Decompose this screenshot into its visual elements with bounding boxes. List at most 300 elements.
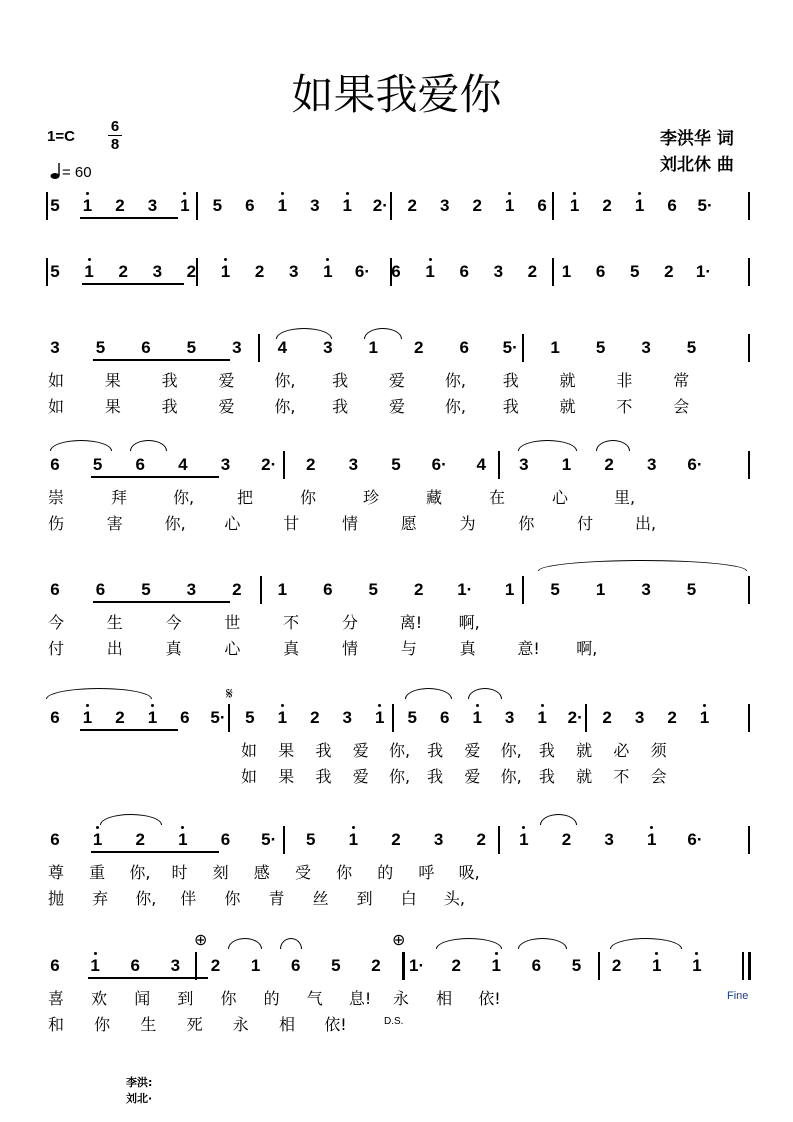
note: 5: [571, 956, 582, 975]
lyric-char: 真: [459, 639, 476, 658]
lyric-char: 不: [613, 767, 630, 786]
lyric-char: 你: [220, 989, 237, 1008]
lyric-char: 就: [576, 767, 593, 786]
high-octave-dot: [352, 826, 355, 829]
note: 1: [561, 262, 572, 281]
lyric-char: 你,: [135, 889, 157, 908]
note: 6: [141, 338, 151, 357]
note: 5: [92, 455, 103, 474]
lyric-char: 你,: [274, 397, 296, 416]
slur: [130, 440, 167, 451]
bar-line: [260, 576, 262, 604]
lyric-char: 你: [336, 863, 353, 882]
bar-line: [283, 451, 285, 479]
lyric-char: 生: [140, 1015, 157, 1034]
note: 2: [135, 830, 145, 849]
beam: [80, 217, 177, 219]
bar-line: [390, 192, 392, 220]
lyric-char: 今: [47, 613, 64, 632]
bar-line: [598, 952, 600, 980]
high-octave-dot: [703, 704, 706, 707]
note: 6·: [431, 455, 447, 474]
note: 5: [391, 455, 401, 474]
note: 5: [95, 338, 106, 357]
note: 1: [550, 338, 560, 357]
note: 2: [115, 196, 125, 215]
note: 2·: [261, 455, 277, 474]
note: 2: [527, 262, 538, 281]
high-octave-dot: [96, 826, 99, 829]
high-octave-dot: [476, 704, 479, 707]
lyric-char: 你,: [444, 371, 466, 390]
time-signature-top: 6: [110, 118, 120, 135]
lyric-char: 拜: [110, 488, 127, 507]
lyric-char: 我: [332, 371, 349, 390]
lyric-char: 我: [538, 767, 555, 786]
note: 6: [459, 262, 469, 281]
lyric-char: 果: [278, 767, 295, 786]
bar-line: [258, 334, 260, 362]
slur: [280, 938, 302, 949]
lyric-char: 的: [263, 989, 280, 1008]
lyric-char: 果: [104, 371, 121, 390]
high-octave-dot: [94, 952, 97, 955]
note: 6: [531, 956, 542, 975]
note: 6: [537, 196, 547, 215]
bar-line: [748, 576, 750, 604]
lyric-char: 啊,: [458, 613, 480, 632]
bar-line: [283, 826, 285, 854]
note: 3: [433, 830, 444, 849]
note: 1: [84, 262, 94, 281]
note: 2·: [372, 196, 388, 215]
slur: [518, 440, 577, 451]
lyric-char: 你,: [500, 741, 522, 760]
quarter-note-icon: [50, 162, 62, 180]
note: 3: [439, 196, 450, 215]
note: 1: [647, 830, 657, 849]
lyric-char: 受: [294, 863, 311, 882]
lyric-char: 与: [400, 639, 417, 658]
slur: [46, 688, 152, 699]
note: 1: [250, 956, 261, 975]
note: 3: [152, 262, 163, 281]
high-octave-dot: [86, 192, 89, 195]
note: 3: [647, 455, 657, 474]
note: 3: [504, 708, 515, 727]
slur: [538, 560, 747, 571]
lyric-char: 为: [459, 514, 476, 533]
lyric-char: 常: [673, 371, 690, 390]
lyric-char: 意!: [517, 639, 540, 658]
lyric-char: 重: [89, 863, 106, 882]
footer-line-1: 李洪:: [126, 1076, 153, 1089]
lyric-char: 在: [488, 488, 505, 507]
note: 1: [277, 580, 288, 599]
lyric-char: 我: [538, 741, 555, 760]
lyric-char: 到: [356, 889, 373, 908]
ds-mark: D.S.: [384, 1016, 404, 1027]
lyric-char: 喜: [47, 989, 64, 1008]
note: 6: [667, 196, 677, 215]
lyric-char: 心: [224, 514, 241, 533]
lyric-char: 尊: [47, 863, 64, 882]
note: 1: [368, 338, 378, 357]
note: 3: [604, 830, 614, 849]
lyric-char: 生: [106, 613, 123, 632]
lyric-char: 害: [106, 514, 123, 533]
beam: [93, 601, 229, 603]
tempo-value: = 60: [62, 164, 92, 181]
note: 5: [141, 580, 151, 599]
note: 5·: [697, 196, 713, 215]
note: 3: [220, 455, 231, 474]
note: 4: [178, 455, 188, 474]
note: 1: [348, 830, 359, 849]
segno-mark: 𝄋: [226, 684, 233, 703]
note: 3: [348, 455, 359, 474]
note: 6: [290, 956, 301, 975]
note: 1: [342, 196, 353, 215]
note: 2: [561, 830, 572, 849]
note: 1: [277, 196, 288, 215]
lyric-char: 欢: [91, 989, 108, 1008]
note: 2: [664, 262, 674, 281]
slur: [364, 328, 402, 339]
note: 3: [323, 338, 333, 357]
note: 5: [186, 338, 197, 357]
key-signature: 1=C: [47, 128, 75, 145]
high-octave-dot: [88, 258, 91, 261]
note: 5: [629, 262, 640, 281]
lyric-char: 我: [427, 741, 444, 760]
lyric-char: 今: [165, 613, 182, 632]
lyric-char: 头,: [443, 889, 465, 908]
note: 2: [472, 196, 482, 215]
high-octave-dot: [655, 952, 658, 955]
lyric-char: 伴: [180, 889, 197, 908]
bar-line: [498, 451, 500, 479]
lyric-char: 弃: [92, 889, 109, 908]
note: 1: [537, 708, 547, 727]
note: 2: [413, 580, 424, 599]
note: 2: [186, 262, 197, 281]
note: 1: [82, 708, 93, 727]
bar-line: [522, 576, 524, 604]
note: 1·: [695, 262, 712, 281]
high-octave-dot: [151, 704, 154, 707]
lyric-char: 死: [186, 1015, 203, 1034]
high-octave-dot: [224, 258, 227, 261]
lyric-char: 真: [283, 639, 300, 658]
lyric-char: 息!: [348, 989, 372, 1008]
lyric-char: 就: [559, 397, 576, 416]
note: 4: [277, 338, 288, 357]
lyric-char: 如: [47, 371, 64, 390]
lyric-char: 不: [283, 613, 300, 632]
lyric-char: 抛: [47, 889, 64, 908]
note: 5: [686, 338, 697, 357]
note: 6: [50, 455, 60, 474]
beam: [93, 359, 229, 361]
note: 5: [595, 338, 606, 357]
lyric-char: 吸,: [458, 863, 480, 882]
high-octave-dot: [181, 826, 184, 829]
bar-line: [552, 192, 554, 220]
high-octave-dot: [695, 952, 698, 955]
lyric-char: 相: [436, 989, 453, 1008]
lyric-char: 会: [673, 397, 690, 416]
note: 3: [493, 262, 504, 281]
bar-line: [748, 258, 750, 286]
note: 2: [407, 196, 417, 215]
bar-line: [522, 334, 524, 362]
lyric-char: 我: [332, 397, 349, 416]
lyric-char: 如: [240, 767, 257, 786]
lyric-char: 我: [502, 397, 519, 416]
lyric-char: 会: [650, 767, 667, 786]
lyric-char: 你: [94, 1015, 111, 1034]
lyric-char: 丝: [312, 889, 329, 908]
lyric-char: 必: [613, 741, 630, 760]
bar-line: [748, 826, 750, 854]
note: 5: [50, 262, 60, 281]
note: 3: [641, 338, 651, 357]
note: 2: [476, 830, 486, 849]
coda-mark-2: ⊕: [392, 930, 406, 949]
note: 5: [50, 196, 60, 215]
high-octave-dot: [495, 952, 498, 955]
lyric-char: 爱: [352, 741, 369, 760]
note: 3: [170, 956, 181, 975]
note: 3: [519, 455, 529, 474]
bar-line: [498, 826, 500, 854]
note: 2: [371, 956, 381, 975]
lyric-char: 我: [427, 767, 444, 786]
high-octave-dot: [573, 192, 576, 195]
lyric-char: 如: [47, 397, 64, 416]
note: 5: [686, 580, 697, 599]
lyric-char: 你: [224, 889, 241, 908]
lyric-char: 白: [400, 889, 417, 908]
note: 6: [391, 262, 401, 281]
note: 1: [699, 708, 710, 727]
lyric-char: 和: [47, 1015, 64, 1034]
lyric-char: 你,: [129, 863, 151, 882]
lyric-char: 果: [104, 397, 121, 416]
note: 6: [50, 830, 60, 849]
note: 2: [604, 455, 614, 474]
lyric-char: 我: [502, 371, 519, 390]
note: 1: [504, 580, 515, 599]
note: 6: [50, 708, 60, 727]
lyric-char: 崇: [47, 488, 64, 507]
high-octave-dot: [281, 192, 284, 195]
lyric-char: 伤: [47, 514, 64, 533]
note: 1: [375, 708, 385, 727]
high-octave-dot: [86, 704, 89, 707]
slur: [596, 440, 630, 451]
bar-line: [748, 451, 750, 479]
note: 2: [451, 956, 461, 975]
note: 1: [178, 830, 188, 849]
high-octave-dot: [326, 258, 329, 261]
lyric-char: 永: [232, 1015, 249, 1034]
double-bar: [742, 952, 744, 980]
lyric-char: 如: [240, 741, 257, 760]
note: 1: [92, 830, 103, 849]
slur: [540, 814, 577, 825]
note: 1: [277, 708, 288, 727]
note: 1: [180, 196, 190, 215]
lyric-char: 我: [315, 767, 332, 786]
note: 6: [50, 956, 60, 975]
lyric-char: 你,: [274, 371, 296, 390]
fine-mark: Fine: [727, 990, 749, 1002]
note: 4: [476, 455, 486, 474]
bar-line: [748, 192, 750, 220]
lyric-char: 离!: [399, 613, 423, 632]
note: 6: [439, 708, 450, 727]
note: 1: [561, 455, 572, 474]
note: 6·: [354, 262, 371, 281]
bar-line: [195, 952, 197, 980]
note: 2: [602, 196, 612, 215]
lyric-char: 出: [106, 639, 123, 658]
bar-line: [552, 258, 554, 286]
note: 6: [50, 580, 60, 599]
lyric-char: 里,: [614, 488, 636, 507]
note: 1: [147, 708, 158, 727]
note: 1: [491, 956, 502, 975]
lyric-char: 你,: [388, 767, 411, 786]
lyric-char: 你,: [388, 741, 411, 760]
high-octave-dot: [183, 192, 186, 195]
lyric-char: 你,: [164, 514, 186, 533]
slur: [610, 938, 682, 949]
note: 2: [611, 956, 622, 975]
high-octave-dot: [429, 258, 432, 261]
lyric-char: 就: [559, 371, 576, 390]
final-bar: [748, 952, 751, 980]
note: 1·: [457, 580, 473, 599]
note: 6: [180, 708, 190, 727]
lyric-char: 非: [616, 371, 633, 390]
note: 3: [310, 196, 320, 215]
bar-line: [196, 192, 198, 220]
note: 3: [342, 708, 353, 727]
lyric-char: 闻: [134, 989, 151, 1008]
lyric-char: 真: [165, 639, 182, 658]
note: 1: [692, 956, 702, 975]
composer-credit: 刘北休 曲: [660, 155, 734, 175]
bar-line: [585, 704, 587, 732]
note: 6: [459, 338, 469, 357]
lyric-char: 心: [224, 639, 241, 658]
note: 1: [425, 262, 435, 281]
note: 1: [472, 708, 482, 727]
beam: [82, 283, 184, 285]
lyric-char: 依!: [478, 989, 501, 1008]
note: 1: [569, 196, 580, 215]
high-octave-dot: [522, 826, 525, 829]
note: 2·: [567, 708, 583, 727]
lyric-char: 到: [177, 989, 194, 1008]
note: 1: [519, 830, 529, 849]
lyric-char: 珍: [362, 488, 379, 507]
lyric-char: 依!: [324, 1015, 347, 1034]
bar-line: [748, 704, 750, 732]
note: 3: [232, 338, 242, 357]
lyric-char: 甘: [283, 514, 300, 533]
note: 5·: [210, 708, 226, 727]
note: 3: [147, 196, 158, 215]
lyric-char: 情: [341, 514, 358, 533]
lyric-char: 分: [341, 613, 358, 632]
note: 1: [634, 196, 645, 215]
note: 1: [504, 196, 515, 215]
slur: [518, 938, 567, 949]
beam: [91, 851, 219, 853]
note: 3: [50, 338, 60, 357]
note: 6: [595, 262, 606, 281]
high-octave-dot: [638, 192, 641, 195]
note: 6·: [687, 455, 703, 474]
song-title: 如果我爱你: [291, 70, 502, 119]
bar-line: [228, 704, 230, 732]
slur: [436, 938, 502, 949]
lyric-char: 藏: [425, 488, 442, 507]
note: 3: [186, 580, 197, 599]
note: 1: [323, 262, 333, 281]
lyric-char: 情: [341, 639, 358, 658]
bar-line: [748, 334, 750, 362]
lyric-char: 你,: [173, 488, 195, 507]
note: 1: [595, 580, 606, 599]
beam: [88, 977, 208, 979]
note: 6: [323, 580, 333, 599]
note: 6·: [687, 830, 703, 849]
lyric-char: 我: [161, 397, 178, 416]
note: 2: [391, 830, 401, 849]
note: 2: [413, 338, 424, 357]
note: 5: [212, 196, 223, 215]
lyric-char: 爱: [352, 767, 369, 786]
high-octave-dot: [541, 704, 544, 707]
footer-line-2: 刘北·: [126, 1092, 153, 1105]
time-signature: [107, 118, 123, 153]
lyric-char: 气: [306, 989, 323, 1008]
lyric-char: 付: [577, 514, 594, 533]
note: 1: [652, 956, 662, 975]
slur: [228, 938, 262, 949]
note: 3: [641, 580, 651, 599]
high-octave-dot: [346, 192, 349, 195]
lyric-char: 啊,: [576, 639, 598, 658]
lyric-char: 永: [392, 989, 409, 1008]
beam: [91, 476, 219, 478]
note: 2: [602, 708, 612, 727]
lyric-char: 刻: [212, 863, 229, 882]
note: 6: [95, 580, 106, 599]
note: 5: [550, 580, 560, 599]
lyric-char: 爱: [389, 371, 406, 390]
note: 6: [245, 196, 255, 215]
lyric-char: 就: [576, 741, 593, 760]
high-octave-dot: [650, 826, 653, 829]
lyric-char: 世: [224, 613, 241, 632]
lyric-char: 你: [518, 514, 535, 533]
